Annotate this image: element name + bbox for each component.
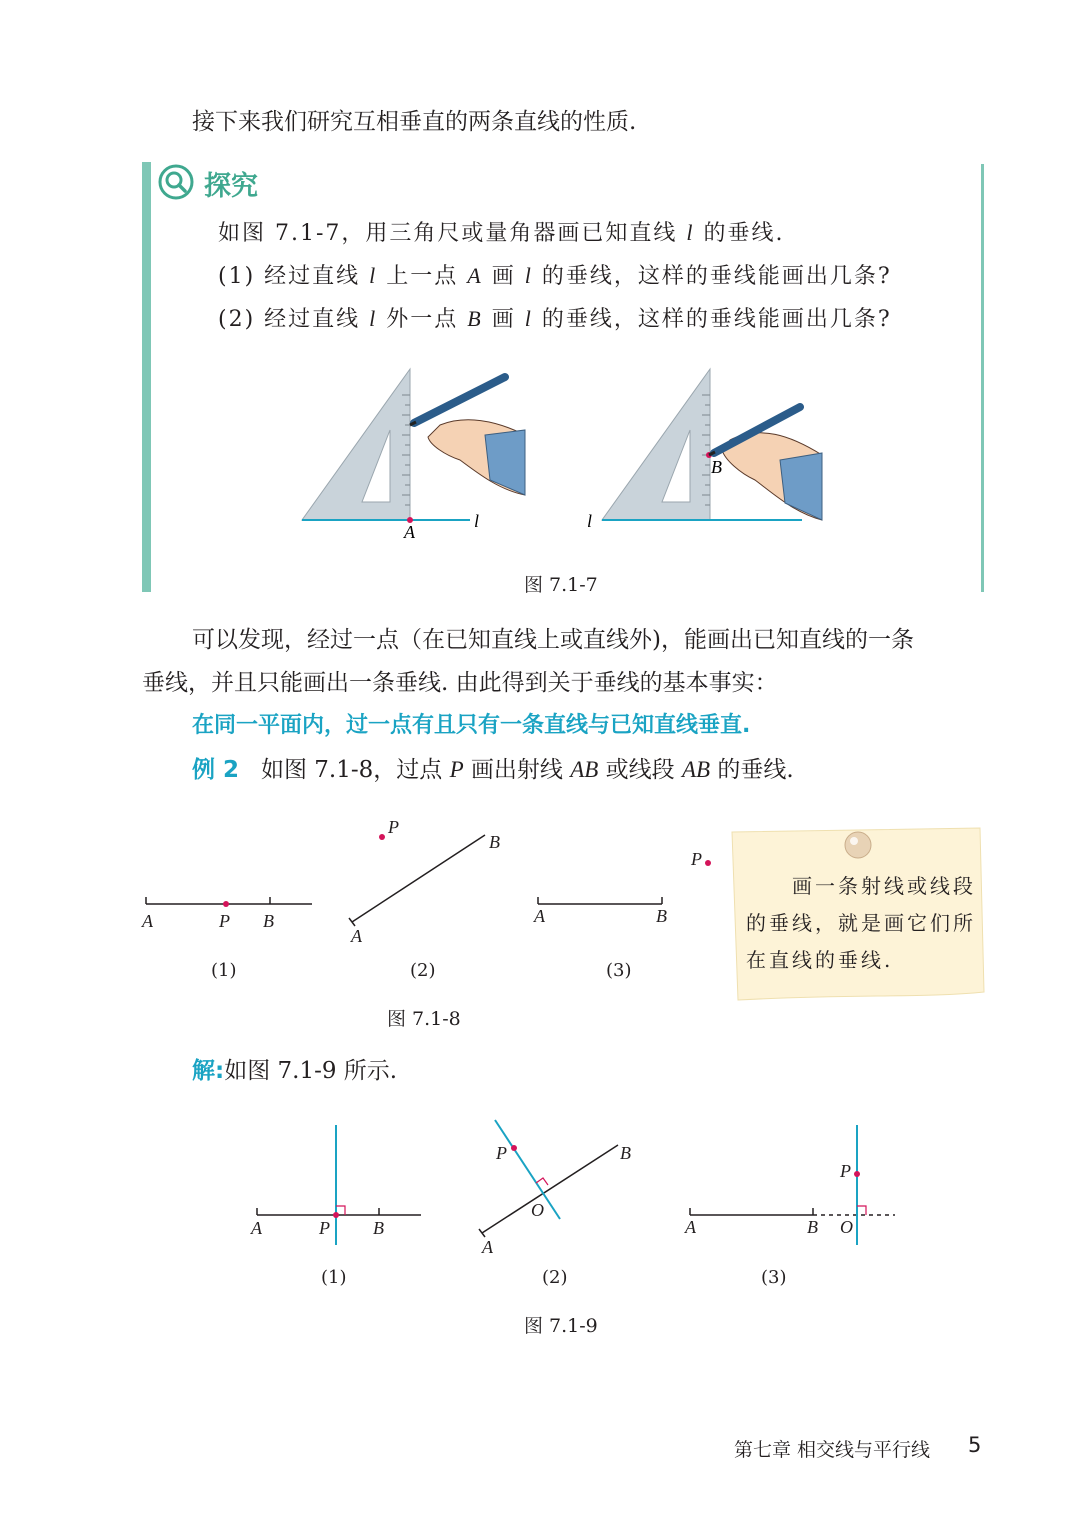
- q-text: 画: [482, 264, 525, 289]
- subfig-3: (3): [606, 960, 632, 981]
- var-l: l: [369, 306, 378, 331]
- var-l: l: [524, 263, 533, 288]
- label-P: P: [840, 1161, 851, 1181]
- left-set-square: [302, 369, 410, 520]
- solution-text: 如图 7.1-9 所示.: [224, 1058, 398, 1084]
- note-line-1: 画一条射线或线段: [792, 874, 976, 898]
- label-B: B: [807, 1217, 818, 1237]
- q-text: (1) 经过直线: [218, 264, 370, 289]
- figure-7-1-9: [245, 1115, 905, 1260]
- var-l: l: [524, 306, 533, 331]
- point-P-3: [705, 860, 711, 866]
- q-text: (2) 经过直线: [218, 307, 370, 332]
- discovery-line-1: 可以发现，经过一点（在已知直线上或直线外)，能画出已知直线的一条: [192, 627, 914, 653]
- discovery-line-2: 垂线，并且只能画出一条垂线. 由此得到关于垂线的基本事实：: [142, 670, 778, 696]
- q-text: 的垂线，这样的垂线能画出几条?: [532, 264, 892, 289]
- label-O: O: [840, 1217, 853, 1237]
- note-text: [746, 868, 976, 979]
- magnifier-icon: [158, 164, 194, 200]
- right-angle-mark: [857, 1206, 866, 1215]
- q-text: 外一点: [377, 307, 468, 332]
- label-P: P: [496, 1143, 507, 1163]
- label-l: l: [587, 511, 593, 531]
- example-text: 或线段: [598, 757, 682, 783]
- ray-AB-2: [352, 835, 485, 922]
- solution-label: 解:: [192, 1058, 225, 1084]
- var-l: l: [686, 220, 695, 245]
- label-P: P: [691, 849, 702, 869]
- label-A: A: [404, 522, 415, 542]
- label-B: B: [263, 911, 274, 931]
- caption-7-1-8: 图 7.1-8: [387, 1008, 461, 1030]
- label-B: B: [711, 457, 722, 477]
- var-B: B: [467, 306, 483, 331]
- pin-icon: [845, 832, 871, 858]
- explore-question-2: [218, 297, 892, 341]
- example-text: 画出射线: [463, 757, 571, 783]
- explore-line-1: [218, 211, 785, 255]
- label-O: O: [531, 1200, 544, 1220]
- label-P: P: [219, 911, 230, 931]
- right-hand: [709, 407, 822, 520]
- label-l: l: [474, 511, 480, 531]
- intro-text: 接下来我们研究互相垂直的两条直线的性质.: [192, 109, 637, 135]
- example-text: 如图 7.1-8，过点: [260, 757, 450, 783]
- explore-left-bar: [142, 162, 151, 592]
- point-P-2: [379, 834, 385, 840]
- solution: [192, 1049, 397, 1093]
- label-A: A: [534, 906, 545, 926]
- var-A: A: [467, 263, 483, 288]
- label-P: P: [319, 1218, 330, 1238]
- note-line-2: 的垂线，就是画它们所: [746, 911, 976, 935]
- explore-text: 如图 7.1-7，用三角尺或量角器画已知直线: [218, 221, 687, 246]
- subfig-1: (1): [211, 960, 237, 981]
- explore-text: 的垂线.: [694, 221, 785, 246]
- example-label: 例 2: [192, 757, 240, 783]
- var-l: l: [369, 263, 378, 288]
- subfig-1: (1): [321, 1267, 347, 1288]
- caption-7-1-9: 图 7.1-9: [524, 1315, 598, 1337]
- figure-7-1-7: [290, 365, 830, 550]
- label-B: B: [620, 1143, 631, 1163]
- label-A: A: [351, 926, 362, 946]
- point-P-3: [854, 1171, 860, 1177]
- q-text: 的垂线，这样的垂线能画出几条?: [532, 307, 892, 332]
- example-2: [192, 748, 794, 792]
- point-P-1: [223, 901, 229, 907]
- var-P: P: [449, 757, 464, 782]
- subfig-3: (3): [761, 1267, 787, 1288]
- q-text: 画: [482, 307, 525, 332]
- explore-right-bar: [981, 164, 984, 592]
- point-P-2: [511, 1145, 517, 1151]
- page-number: 5: [968, 1433, 982, 1457]
- explore-question-1: [218, 254, 892, 298]
- left-hand: [410, 377, 525, 495]
- point-P-1: [333, 1212, 339, 1218]
- var-AB: AB: [570, 757, 599, 782]
- caption-7-1-7: 图 7.1-7: [524, 574, 598, 596]
- q-text: 上一点: [377, 264, 468, 289]
- label-A: A: [251, 1218, 262, 1238]
- label-B: B: [656, 906, 667, 926]
- label-A: A: [482, 1237, 493, 1257]
- label-B: B: [373, 1218, 384, 1238]
- label-B: B: [489, 832, 500, 852]
- label-P: P: [388, 817, 399, 837]
- explore-title: 探究: [204, 171, 258, 202]
- var-AB: AB: [681, 757, 711, 782]
- label-A: A: [685, 1217, 696, 1237]
- subfig-2: (2): [410, 960, 436, 981]
- note-line-3: 在直线的垂线.: [746, 948, 894, 972]
- example-text: 的垂线.: [710, 757, 794, 783]
- basic-fact: 在同一平面内，过一点有且只有一条直线与已知直线垂直.: [192, 713, 751, 738]
- footer-chapter: 第七章 相交线与平行线: [734, 1439, 931, 1461]
- right-set-square: [602, 369, 710, 520]
- label-A: A: [142, 911, 153, 931]
- subfig-2: (2): [542, 1267, 568, 1288]
